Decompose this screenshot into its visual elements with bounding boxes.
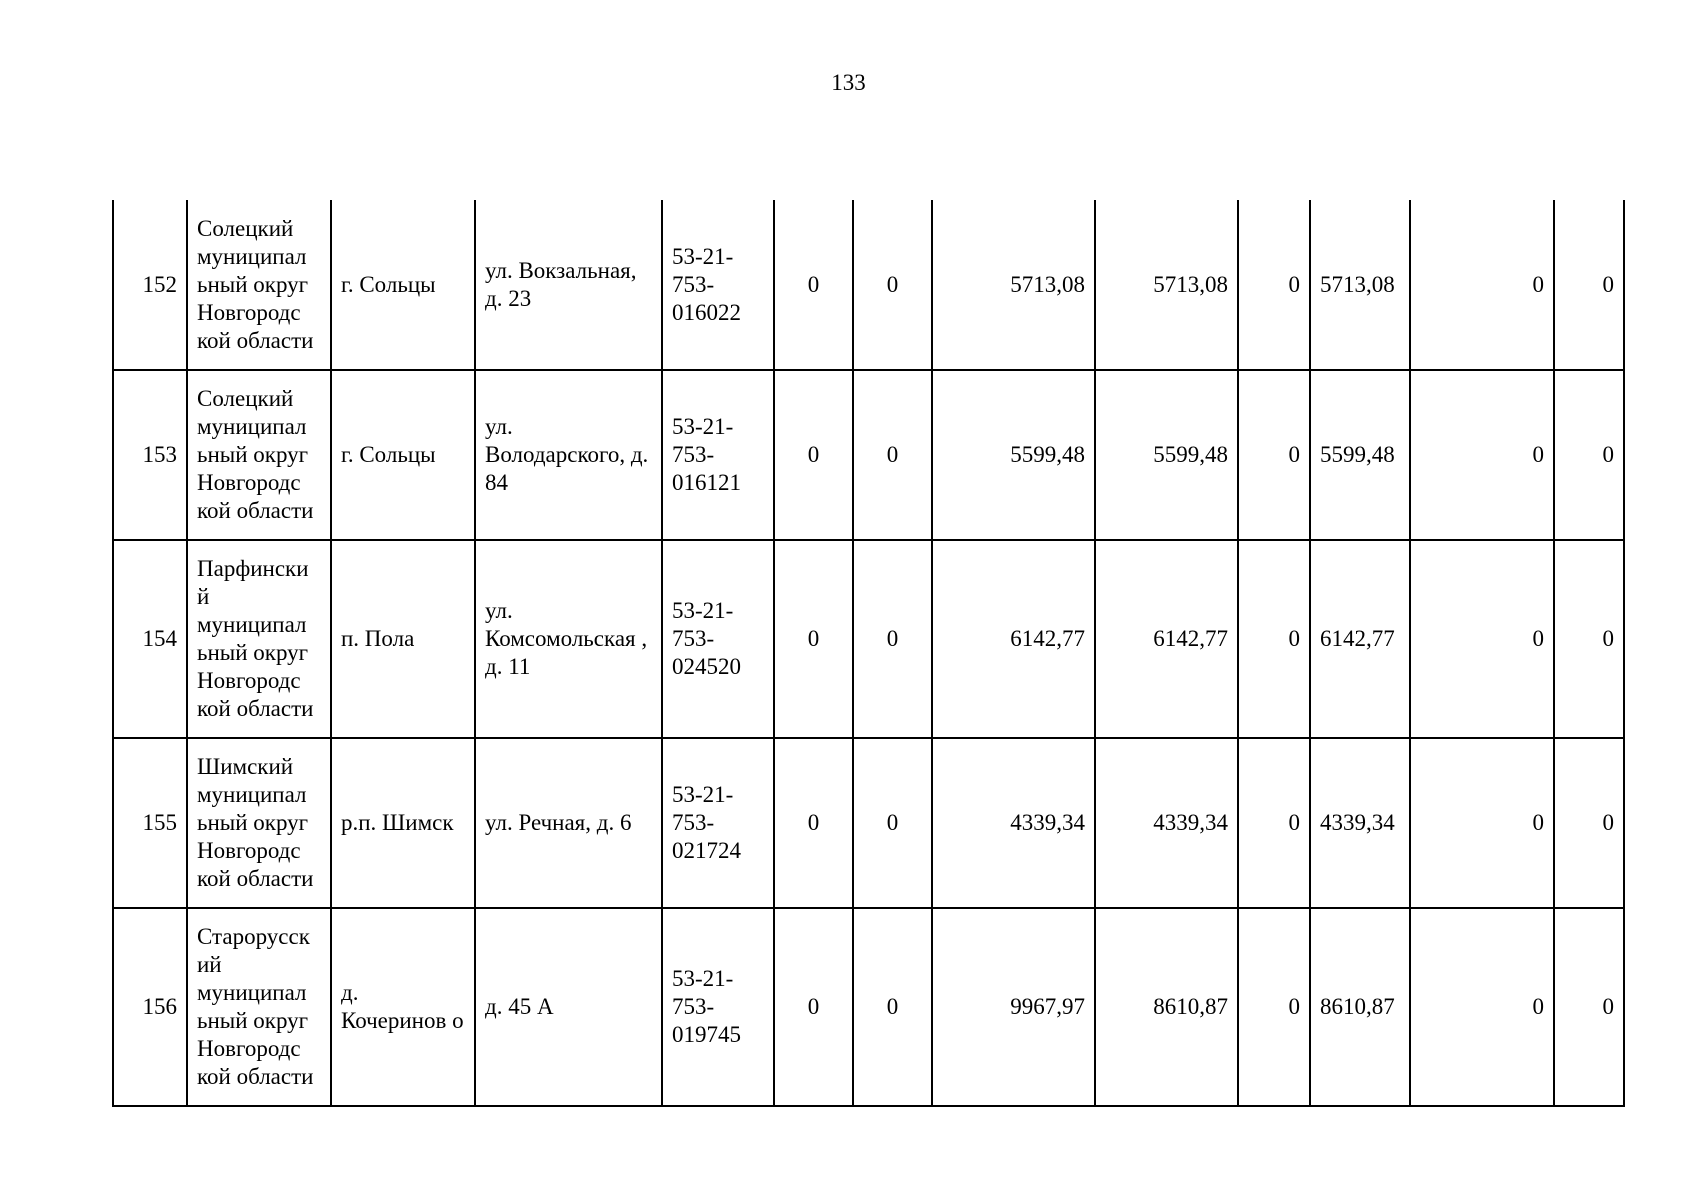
value-cell-2: 0 — [853, 738, 932, 908]
page-number: 133 — [831, 70, 866, 95]
district-cell: Парфински й муниципал ьный округ Новгородс кой области — [187, 540, 331, 738]
value-cell-8: 0 — [1554, 908, 1624, 1106]
settlement-cell: п. Пола — [331, 540, 475, 738]
value-cell-8: 0 — [1554, 738, 1624, 908]
value-cell-2: 0 — [853, 908, 932, 1106]
value-cell-6: 5599,48 — [1310, 370, 1410, 540]
code-cell: 53-21- 753- 016121 — [662, 370, 774, 540]
value-cell-8: 0 — [1554, 370, 1624, 540]
value-cell-8: 0 — [1554, 540, 1624, 738]
value-cell-4: 5599,48 — [1095, 370, 1238, 540]
value-cell-1: 0 — [774, 738, 853, 908]
settlement-cell: р.п. Шимск — [331, 738, 475, 908]
value-cell-2: 0 — [853, 370, 932, 540]
value-cell-2: 0 — [853, 540, 932, 738]
value-cell-6: 4339,34 — [1310, 738, 1410, 908]
district-cell: Старорусск ий муниципал ьный округ Новгородс кой области — [187, 908, 331, 1106]
table-row — [113, 540, 1624, 738]
value-cell-4: 5713,08 — [1095, 200, 1238, 370]
settlement-cell: г. Сольцы — [331, 370, 475, 540]
row-number: 153 — [113, 370, 187, 540]
address-cell: ул. Комсомольская , д. 11 — [475, 540, 662, 738]
row-number: 156 — [113, 908, 187, 1106]
value-cell-6: 8610,87 — [1310, 908, 1410, 1106]
value-cell-7: 0 — [1410, 908, 1554, 1106]
table-row — [113, 200, 1624, 370]
value-cell-1: 0 — [774, 370, 853, 540]
address-cell: ул. Вокзальная, д. 23 — [475, 200, 662, 370]
value-cell-7: 0 — [1410, 738, 1554, 908]
row-number: 154 — [113, 540, 187, 738]
value-cell-6: 6142,77 — [1310, 540, 1410, 738]
settlement-cell: г. Сольцы — [331, 200, 475, 370]
district-cell: Солецкий муниципал ьный округ Новгородс кой области — [187, 200, 331, 370]
address-cell: ул. Володарского, д. 84 — [475, 370, 662, 540]
address-cell: д. 45 А — [475, 908, 662, 1106]
value-cell-4: 4339,34 — [1095, 738, 1238, 908]
value-cell-4: 8610,87 — [1095, 908, 1238, 1106]
value-cell-3: 9967,97 — [932, 908, 1095, 1106]
value-cell-7: 0 — [1410, 370, 1554, 540]
data-table — [112, 200, 1625, 1107]
value-cell-5: 0 — [1238, 200, 1310, 370]
code-cell: 53-21- 753- 024520 — [662, 540, 774, 738]
code-cell: 53-21- 753- 016022 — [662, 200, 774, 370]
table-row — [113, 908, 1624, 1106]
table-row — [113, 738, 1624, 908]
district-cell: Солецкий муниципал ьный округ Новгородс кой области — [187, 370, 331, 540]
value-cell-1: 0 — [774, 200, 853, 370]
value-cell-7: 0 — [1410, 200, 1554, 370]
value-cell-1: 0 — [774, 908, 853, 1106]
value-cell-2: 0 — [853, 200, 932, 370]
value-cell-1: 0 — [774, 540, 853, 738]
value-cell-7: 0 — [1410, 540, 1554, 738]
value-cell-5: 0 — [1238, 540, 1310, 738]
value-cell-3: 6142,77 — [932, 540, 1095, 738]
value-cell-6: 5713,08 — [1310, 200, 1410, 370]
value-cell-5: 0 — [1238, 908, 1310, 1106]
value-cell-3: 5599,48 — [932, 370, 1095, 540]
address-cell: ул. Речная, д. 6 — [475, 738, 662, 908]
value-cell-3: 5713,08 — [932, 200, 1095, 370]
value-cell-3: 4339,34 — [932, 738, 1095, 908]
value-cell-5: 0 — [1238, 370, 1310, 540]
settlement-cell: д. Кочеринов о — [331, 908, 475, 1106]
value-cell-4: 6142,77 — [1095, 540, 1238, 738]
row-number: 152 — [113, 200, 187, 370]
code-cell: 53-21- 753- 021724 — [662, 738, 774, 908]
value-cell-8: 0 — [1554, 200, 1624, 370]
district-cell: Шимский муниципал ьный округ Новгородс кой области — [187, 738, 331, 908]
code-cell: 53-21- 753- 019745 — [662, 908, 774, 1106]
row-number: 155 — [113, 738, 187, 908]
table-row — [113, 370, 1624, 540]
value-cell-5: 0 — [1238, 738, 1310, 908]
